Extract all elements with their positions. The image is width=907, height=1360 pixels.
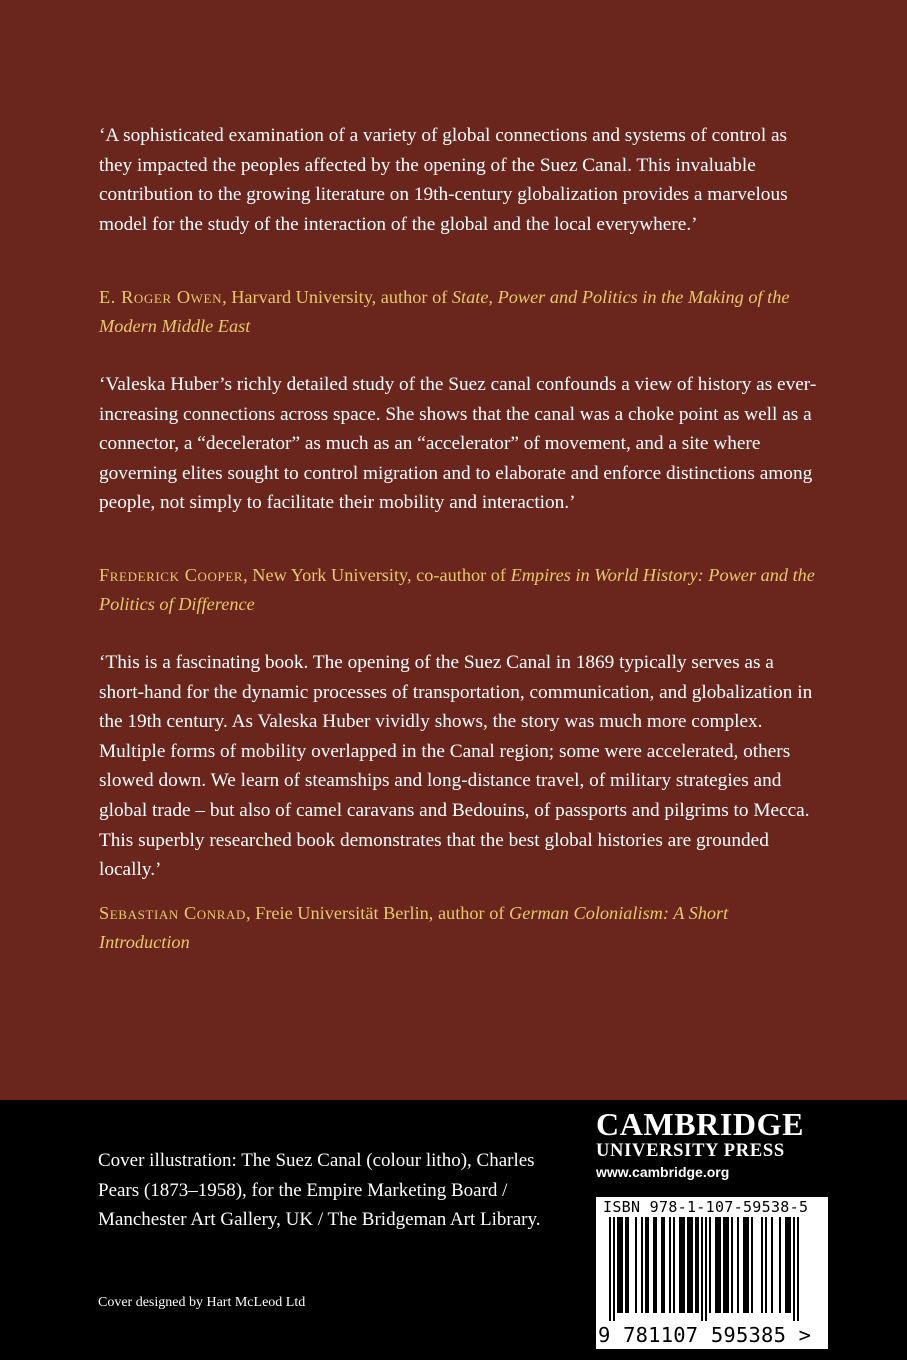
barcode-bar: [723, 1217, 725, 1313]
barcode-bar: [725, 1217, 727, 1313]
barcode-bar: [621, 1217, 623, 1313]
barcode-bar: [619, 1217, 621, 1313]
barcode-bar: [715, 1217, 717, 1313]
barcode-bar: [687, 1217, 689, 1313]
reviewer-name-cooper: Frederick Cooper: [99, 565, 244, 585]
reviewer-name-conrad: Sebastian Conrad: [99, 903, 247, 923]
barcode-bar: [653, 1217, 655, 1313]
footer-band: [0, 1100, 907, 1360]
barcode-bar: [731, 1217, 733, 1313]
barcode-bar: [691, 1217, 693, 1313]
barcode-bar: [695, 1217, 697, 1313]
review-attribution-cooper: [99, 561, 819, 619]
barcode-bar: [779, 1217, 781, 1313]
barcode-bar: [681, 1217, 683, 1313]
barcode-bar: [663, 1217, 665, 1313]
barcode-bar: [761, 1217, 763, 1313]
barcode-bar: [737, 1217, 739, 1313]
reviewer-affiliation-conrad: , Freie Universität Berlin, author of: [246, 903, 510, 923]
barcode-bar: [789, 1217, 791, 1313]
barcode-digits: 9 781107 595385 >: [598, 1323, 812, 1347]
barcode-bar: [647, 1217, 649, 1313]
barcode-bar: [793, 1217, 795, 1321]
barcode-bar: [709, 1217, 711, 1313]
barcode-bar: [683, 1217, 685, 1313]
barcode-bar: [655, 1217, 657, 1313]
reviewer-name-owen: E. Roger Owen: [99, 287, 223, 307]
barcode-bar: [625, 1217, 627, 1313]
barcode-bar: [765, 1217, 767, 1313]
barcode-bar: [743, 1217, 745, 1313]
barcode-bar: [641, 1217, 643, 1313]
barcode-bar: [719, 1217, 721, 1313]
barcode-bars: [609, 1217, 815, 1321]
barcode-bar: [645, 1217, 647, 1313]
barcode-bar: [717, 1217, 719, 1313]
review-quote-owen: ‘A sophisticated examination of a variety of global connections and systems of control as they impacted the peoples affected by the opening of the Suez Canal. This invaluable contribution to the growing literature on 19th-century globalization provides a marvelous model for the study of the interaction of the global and the local everywhere.’: [99, 125, 788, 235]
reviewer-affiliation-cooper: , New York University, co-author of: [243, 565, 511, 585]
barcode-bar: [635, 1217, 637, 1313]
barcode-bar: [689, 1217, 691, 1313]
barcode-bar: [669, 1217, 671, 1313]
barcode-bar: [697, 1217, 699, 1313]
review-attribution-conrad: [99, 899, 819, 957]
reviewer-work-owen: State, Power and Politics in the Making of the Modern Middle East: [99, 287, 790, 336]
publisher-logo: [596, 1107, 826, 1183]
barcode-bar: [705, 1217, 707, 1321]
reviewer-work-cooper: Empires in World History: Power and the Politics of Difference: [99, 565, 815, 614]
review-quote-cooper: ‘Valeska Huber’s richly detailed study of the Suez canal confounds a view of history as ever-increasing connections across space. She shows that the canal was a choke point as well as a connector, a “decelerator” as much as an “accelerator” of movement, and a site where governing elites sought to control migration and to elaborate and enforce distinctions among people, not simply to facilitate their mobility and interaction.’: [99, 374, 817, 514]
barcode-bar: [617, 1217, 619, 1313]
barcode-bar: [661, 1217, 663, 1313]
barcode-bar: [751, 1217, 753, 1313]
barcode-bar: [727, 1217, 729, 1313]
barcode-bar: [785, 1217, 787, 1313]
barcode-bar: [627, 1217, 629, 1313]
publisher-name: CAMBRIDGE: [596, 1106, 805, 1142]
barcode-bar: [679, 1217, 681, 1313]
barcode-bar: [701, 1217, 703, 1321]
barcode-bar: [771, 1217, 773, 1313]
publisher-subtitle: UNIVERSITY PRESS: [596, 1141, 785, 1161]
barcode-bar: [609, 1217, 611, 1321]
barcode-bar: [613, 1217, 615, 1321]
cover-designer-credit: Cover designed by Hart McLeod Ltd: [98, 1295, 306, 1310]
barcode-bar: [747, 1217, 749, 1313]
barcode-bar: [797, 1217, 799, 1321]
isbn-label: ISBN 978-1-107-59538-5: [603, 1198, 809, 1216]
publisher-url: www.cambridge.org: [596, 1164, 730, 1180]
barcode-bar: [673, 1217, 675, 1313]
reviewer-work-conrad: German Colonialism: A Short Introduction: [99, 903, 729, 952]
isbn-barcode: [596, 1197, 828, 1349]
cover-illustration-credit: Cover illustration: The Suez Canal (colour litho), Charles Pears (1873–1958), for the Empire Marketing Board / Manchester Art Gallery, UK / The Bridgeman Art Library.: [98, 1150, 541, 1230]
review-attribution-owen: [99, 283, 819, 341]
barcode-bar: [787, 1217, 789, 1313]
review-quote-conrad: ‘This is a fascinating book. The opening of the Suez Canal in 1869 typically serves as a short-hand for the dynamic processes of transportation, communication, and globalization in the 19th century. As Valeska Huber vividly shows, the story was much more complex. Multiple forms of mobility overlapped in the Canal region; some were accelerated, others slowed down. We learn of steamships and long-distance travel, of military strategies and global trade – but also of camel caravans and Bedouins, of passports and pilgrims to Mecca. This superbly researched book demonstrates that the best global histories are grounded locally.’: [99, 652, 813, 881]
reviewer-affiliation-owen: , Harvard University, author of: [222, 287, 452, 307]
barcode-bar: [745, 1217, 747, 1313]
